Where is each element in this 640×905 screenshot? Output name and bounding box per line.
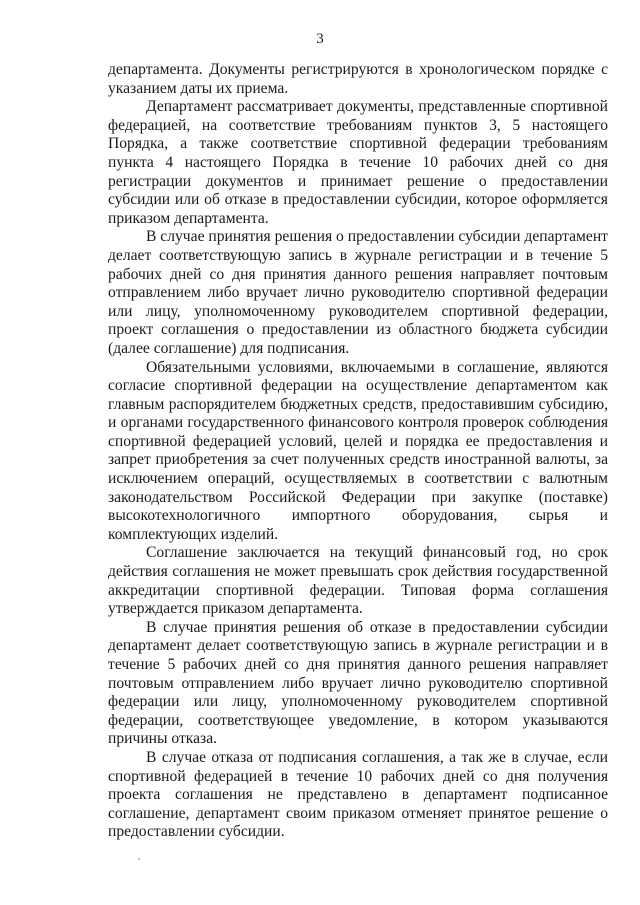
- paragraph-2: Департамент рассматривает документы, представленные спортивной федерацией, на соответствие требованиям пунктов 3, 5 настоящего Порядка, а также соответствие спортивной федерации требованиям пункта 4 настоящего Порядка в течение 10 рабочих дней со дня регистрации документов и принимает решение о предоставлении субсидии или об отказе в предоставлении субсидии, которое оформляется приказом департамента.: [108, 98, 608, 227]
- paragraph-4: Обязательными условиями, включаемыми в соглашение, являются согласие спортивной федерации на осуществление департаментом как главным распорядителем бюджетных средств, предоставившим субсидию, и органами государственного финансового контроля проверок соблюдения спортивной федерацией условий, целей и порядка ее предоставления и запрет приобретения за счет полученных средств иностранной валюты, за исключением операций, осуществляемых в соответствии с валютным законодательством Российской Федерации при закупке (поставке) высокотехнологичного импортного оборудования, сырья и комплектующих изделий.: [108, 358, 608, 543]
- paragraph-7: В случае отказа от подписания соглашения, а так же в случае, если спортивной федерацией в течение 10 рабочих дней со дня получения проекта соглашения не представлено в департамент подписанное соглашение, департамент своим приказом отменяет принятое решение о предоставлении субсидии.: [108, 748, 608, 841]
- paragraph-1: департамента. Документы регистрируются в хронологическом порядке с указанием даты их приема.: [108, 61, 608, 97]
- paragraph-3: В случае принятия решения о предоставлении субсидии департамент делает соответствующую запись в журнале регистрации и в течение 5 рабочих дней со дня принятия данного решения направляет почтовым отправлением либо вручает лично руководителю спортивной федерации или лицу, уполномоченному руководителем спортивной федерации, проект соглашения о предоставлении из областного бюджета субсидии (далее соглашение) для подписания.: [108, 228, 608, 357]
- paragraph-5: Соглашение заключается на текущий финансовый год, но срок действия соглашения не может превышать срок действия государственной аккредитации спортивной федерации. Типовая форма соглашения утверждается приказом департамента.: [108, 544, 608, 618]
- scan-artifact: [138, 858, 140, 860]
- paragraph-6: В случае принятия решения об отказе в предоставлении субсидии департамент делает соответствующую запись в журнале регистрации и в течение 5 рабочих дней со дня принятия данного решения направляет почтовым отправлением либо вручает лично руководителю спортивной федерации или лицу, уполномоченному руководителем спортивной федерации, соответствующее уведомление, в котором указываются причины отказа.: [108, 618, 608, 748]
- page-number: 3: [316, 31, 324, 47]
- document-body: [108, 61, 608, 842]
